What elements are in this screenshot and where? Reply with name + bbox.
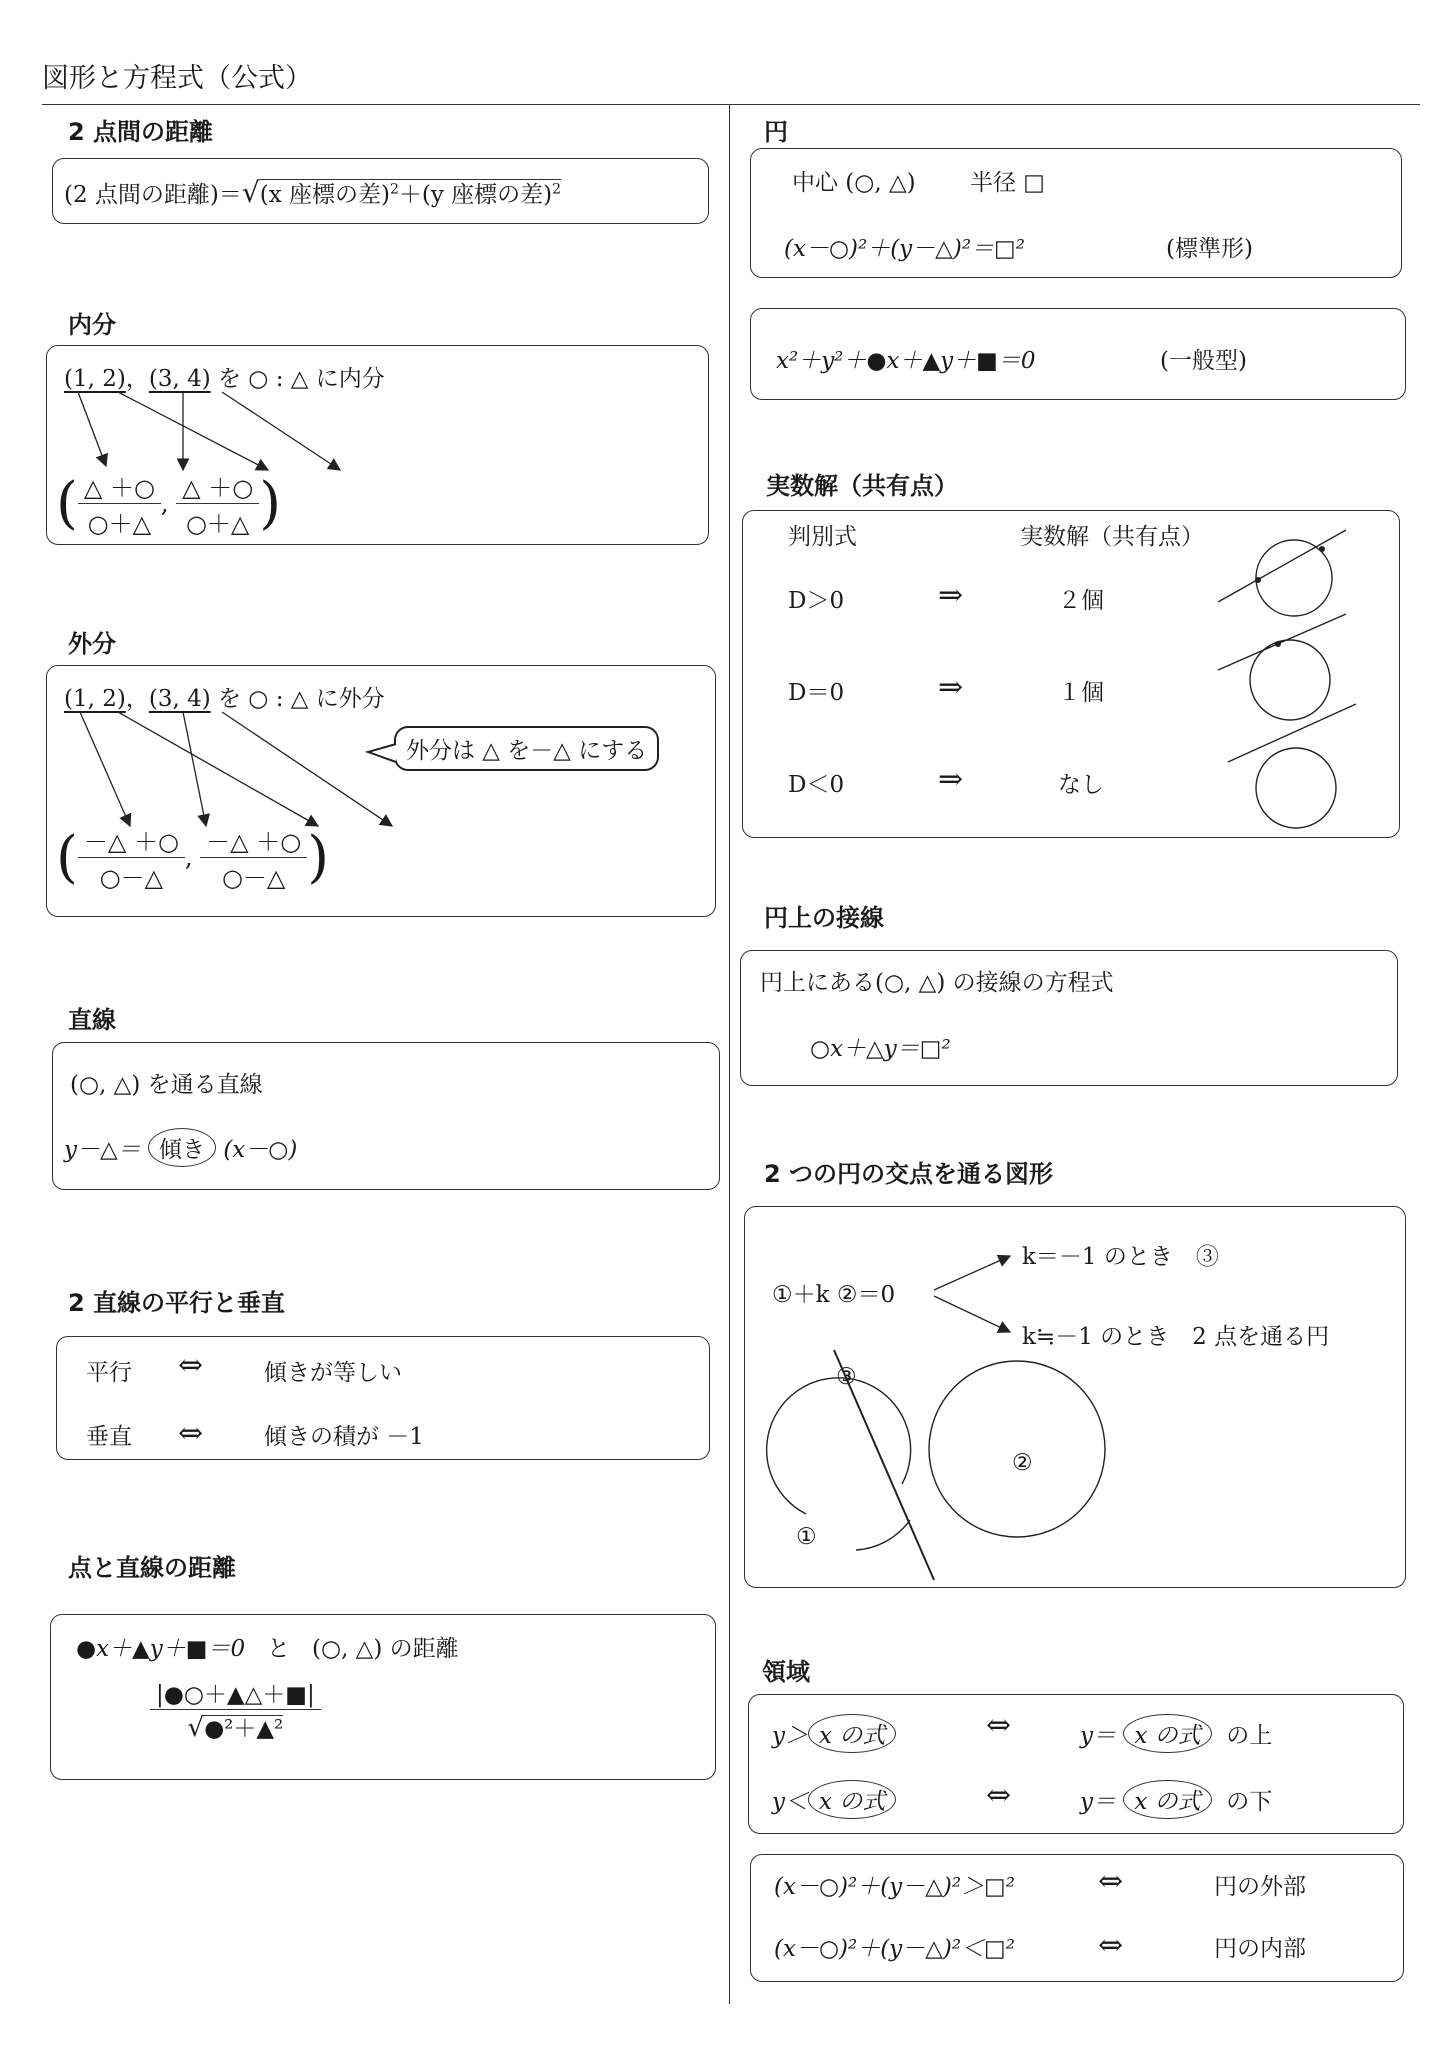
- region-row-1-mid: y＝: [1080, 1723, 1116, 1749]
- radicand-a: (x 座標の差): [259, 182, 390, 208]
- circle-general-label: (一般型): [1160, 348, 1247, 374]
- real-col-disc: 判別式: [788, 524, 857, 550]
- real-result-2: １個: [1058, 680, 1104, 706]
- slope-oval: 傾き: [148, 1128, 216, 1167]
- circle-label-2: ②: [1012, 1450, 1033, 1476]
- radicand-a-power: 2: [389, 181, 399, 198]
- region-row-2-oval: x の式: [808, 1780, 896, 1819]
- internal-den-x: ○＋△: [87, 510, 152, 538]
- line-heading: 直線: [68, 1006, 116, 1034]
- perpendicular-desc: 傾きの積が －1: [264, 1424, 424, 1450]
- internal-statement: を ○ : △ に内分: [218, 366, 385, 392]
- external-statement: を ○ : △ に外分: [218, 686, 385, 712]
- region-row-1-oval2: x の式: [1123, 1714, 1211, 1753]
- region-circle-result-2: 円の内部: [1214, 1936, 1306, 1962]
- real-cond-3: D＜0: [788, 772, 845, 798]
- two-circles-heading: 2 つの円の交点を通る図形: [764, 1160, 1054, 1188]
- region-row-2-lhs: y＜: [772, 1789, 808, 1815]
- internal-point-1: (1, 2): [64, 366, 126, 392]
- implies-icon-1: ⇒: [938, 578, 964, 613]
- region-row-2-mid: y＝: [1080, 1789, 1116, 1815]
- circle-general-formula: x²＋y²＋●x＋▲y＋■＝0: [776, 348, 1036, 374]
- internal-heading: 内分: [68, 311, 116, 339]
- point-line-eq: ●x＋▲y＋■＝0: [76, 1636, 246, 1662]
- circle-standard-label: (標準形): [1166, 236, 1253, 262]
- distance-heading: 2 点間の距離: [68, 118, 214, 146]
- external-den-y: ○－△: [221, 864, 286, 892]
- point-line-and: と: [267, 1636, 291, 1662]
- internal-sep: ，: [125, 366, 149, 392]
- parallel-heading: 2 直線の平行と垂直: [68, 1289, 286, 1317]
- region-heading: 領域: [762, 1658, 810, 1686]
- region-circle-equiv-icon-1: ⇔: [1098, 1864, 1124, 1899]
- real-result-1: ２個: [1058, 588, 1104, 614]
- line-lhs: y－△＝: [64, 1137, 141, 1163]
- point-line-numerator: |●○＋▲△＋■|: [150, 1676, 321, 1710]
- region-row-2-result: の下: [1226, 1789, 1273, 1815]
- region-row-1-rhs: [1080, 1714, 1272, 1753]
- region-row-2-rhs: [1080, 1780, 1272, 1819]
- external-result: ( $\frac{-\triangle +○}{○-\triangle}$ , $\frac{-\triangle +○}{○-\triangle}$ ): [56, 822, 329, 893]
- region-row-2-oval2: x の式: [1123, 1780, 1211, 1819]
- real-col-solutions: 実数解（共有点）: [1020, 524, 1204, 550]
- circle-center: 中心 (○, △): [792, 170, 916, 196]
- region-circle-result-1: 円の外部: [1214, 1874, 1306, 1900]
- circle-2: [929, 1361, 1105, 1537]
- real-result-3: なし: [1058, 772, 1104, 798]
- perpendicular-equiv-icon: ⇔: [178, 1416, 204, 1451]
- real-cond-1: D＞0: [788, 588, 845, 614]
- region-circle-expr-2: (x－○)²＋(y－△)²＜□²: [774, 1936, 1016, 1962]
- parallel-desc: 傾きが等しい: [264, 1360, 402, 1386]
- tangent-text: 円上にある(○, △) の接線の方程式: [760, 970, 1114, 996]
- parallel-label: 平行: [86, 1360, 132, 1386]
- distance-lhs: (2 点間の距離)＝: [64, 182, 242, 208]
- tangent-heading: 円上の接線: [764, 904, 884, 932]
- external-den-x: ○－△: [99, 864, 164, 892]
- real-cond-2: D＝0: [788, 680, 845, 706]
- region-row-2: [772, 1780, 896, 1819]
- region-row-1-oval: x の式: [808, 1714, 896, 1753]
- implies-icon-2: ⇒: [938, 670, 964, 705]
- point-line-heading: 点と直線の距離: [68, 1554, 236, 1582]
- real-heading: 実数解（共有点）: [766, 472, 958, 500]
- point-line-denominator: ●²＋▲²: [204, 1716, 284, 1742]
- internal-num-x: △ ＋○: [78, 468, 161, 504]
- external-callout: 外分は △ を－△ にする: [394, 726, 659, 771]
- circle-standard-formula: (x－○)²＋(y－△)²＝□²: [784, 236, 1026, 262]
- circle-label-3: ③: [836, 1364, 857, 1390]
- radicand-plus: ＋: [398, 182, 422, 208]
- line-text: (○, △) を通る直線: [70, 1072, 263, 1098]
- circle-label-1: ①: [796, 1524, 817, 1550]
- region-circle-expr-1: (x－○)²＋(y－△)²＞□²: [774, 1874, 1016, 1900]
- page-title: 図形と方程式（公式）: [42, 63, 312, 94]
- external-point-1: (1, 2): [64, 686, 126, 712]
- external-num-y: －△ ＋○: [200, 822, 307, 858]
- parallel-equiv-icon: ⇔: [178, 1348, 204, 1383]
- two-circles-case2: k≒－1 のとき 2 点を通る円: [1022, 1324, 1330, 1350]
- circle-heading: 円: [764, 118, 788, 146]
- region-row-1-result: の上: [1226, 1723, 1273, 1749]
- tangent-formula: ○x＋△y＝□²: [810, 1036, 951, 1062]
- implies-icon-3: ⇒: [938, 762, 964, 797]
- radicand-b: (y 座標の差): [421, 182, 553, 208]
- region-row-1-lhs: y＞: [772, 1723, 808, 1749]
- two-circles-expr: ①＋k ②＝0: [772, 1282, 896, 1308]
- internal-point-2: (3, 4): [148, 366, 211, 392]
- circle-radius: 半径 □: [970, 170, 1046, 196]
- region-equiv-icon-1: ⇔: [986, 1708, 1012, 1743]
- internal-num-y: △ ＋○: [176, 468, 259, 504]
- internal-den-y: ○＋△: [185, 510, 250, 538]
- region-circle-equiv-icon-2: ⇔: [1098, 1928, 1124, 1963]
- external-num-x: －△ ＋○: [78, 822, 185, 858]
- distance-formula: (2 点間の距離)＝√(x 座標の差)$^2$＋(y 座標の差)$^2$: [64, 176, 562, 209]
- perpendicular-label: 垂直: [86, 1424, 132, 1450]
- point-line-fraction: $\frac{|●○+▲\triangle+■|}{\text{√●²＋▲²}}$: [150, 1676, 321, 1743]
- circle-1: [767, 1378, 911, 1514]
- region-row-1: [772, 1714, 896, 1753]
- external-sep: ，: [125, 686, 149, 712]
- line-rhs: (x－○): [223, 1137, 298, 1163]
- external-point-2: (3, 4): [148, 686, 211, 712]
- point-line-point: (○, △) の距離: [311, 1636, 459, 1662]
- internal-result: ( $\frac{\triangle +○}{○+\triangle}$ , $\frac{\triangle +○}{○+\triangle}$ ): [56, 468, 281, 539]
- radicand-b-power: 2: [552, 181, 562, 198]
- two-circles-case1: k＝－1 のとき ③: [1022, 1244, 1219, 1270]
- region-equiv-icon-2: ⇔: [986, 1778, 1012, 1813]
- external-heading: 外分: [68, 630, 116, 658]
